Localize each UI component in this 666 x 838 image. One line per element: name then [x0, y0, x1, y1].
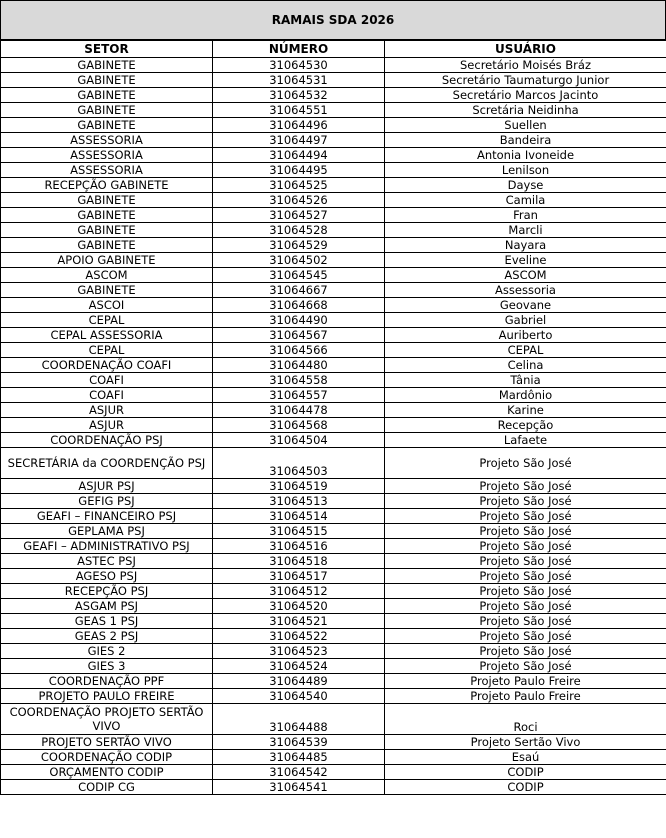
cell-setor: GEAS 1 PSJ [1, 614, 213, 629]
cell-usuario: Assessoria [385, 283, 666, 298]
cell-setor: AGESO PSJ [1, 569, 213, 584]
cell-usuario: Nayara [385, 238, 666, 253]
cell-setor: CEPAL ASSESSORIA [1, 328, 213, 343]
cell-setor: GEAFI – ADMINISTRATIVO PSJ [1, 539, 213, 554]
cell-usuario: Tânia [385, 373, 666, 388]
cell-numero: 31064495 [213, 163, 385, 178]
table-row [1, 118, 666, 133]
cell-usuario: Auriberto [385, 328, 666, 343]
cell-numero: 31064502 [213, 253, 385, 268]
cell-numero: 31064566 [213, 343, 385, 358]
cell-setor: COORDENAÇÃO PPF [1, 674, 213, 689]
table-row [1, 238, 666, 253]
cell-usuario: Dayse [385, 178, 666, 193]
cell-usuario: Projeto São José [385, 599, 666, 614]
cell-setor: RECEPÇÃO PSJ [1, 584, 213, 599]
cell-setor: COORDENAÇÃO COAFI [1, 358, 213, 373]
cell-numero: 31064527 [213, 208, 385, 223]
cell-numero: 31064542 [213, 765, 385, 780]
sheet-title: RAMAIS SDA 2026 [0, 0, 666, 40]
cell-numero: 31064490 [213, 313, 385, 328]
cell-numero: 31064545 [213, 268, 385, 283]
cell-usuario: Scretária Neidinha [385, 103, 666, 118]
table-row [1, 433, 666, 448]
cell-numero: 31064512 [213, 584, 385, 599]
cell-setor: ASTEC PSJ [1, 554, 213, 569]
table-row [1, 448, 666, 479]
cell-usuario: Projeto Paulo Freire [385, 689, 666, 704]
table-row [1, 584, 666, 599]
cell-numero: 31064485 [213, 750, 385, 765]
cell-usuario: Projeto São José [385, 509, 666, 524]
table-row [1, 750, 666, 765]
cell-setor: GABINETE [1, 223, 213, 238]
cell-setor: GABINETE [1, 193, 213, 208]
cell-usuario: Projeto São José [385, 659, 666, 674]
cell-numero: 31064516 [213, 539, 385, 554]
table-row [1, 283, 666, 298]
table-row [1, 328, 666, 343]
cell-setor: ASJUR [1, 418, 213, 433]
cell-numero: 31064480 [213, 358, 385, 373]
cell-usuario: Secretário Moisés Bráz [385, 58, 666, 73]
cell-usuario: Eveline [385, 253, 666, 268]
cell-usuario: Projeto Paulo Freire [385, 674, 666, 689]
cell-setor: CEPAL [1, 343, 213, 358]
cell-numero: 31064497 [213, 133, 385, 148]
cell-numero: 31064522 [213, 629, 385, 644]
table-row [1, 313, 666, 328]
cell-numero: 31064494 [213, 148, 385, 163]
cell-setor: GEFIG PSJ [1, 494, 213, 509]
cell-setor: ASSESSORIA [1, 148, 213, 163]
cell-usuario: Geovane [385, 298, 666, 313]
cell-usuario: Esaú [385, 750, 666, 765]
header-setor: SETOR [1, 41, 213, 58]
table-body [1, 58, 666, 795]
cell-usuario: Projeto Sertão Vivo [385, 735, 666, 750]
cell-usuario: Gabriel [385, 313, 666, 328]
table-row [1, 103, 666, 118]
cell-setor: ASSESSORIA [1, 163, 213, 178]
table-row [1, 704, 666, 735]
cell-setor: COORDENAÇÃO PROJETO SERTÃO VIVO [1, 704, 213, 735]
cell-usuario: Lenilson [385, 163, 666, 178]
cell-numero: 31064540 [213, 689, 385, 704]
cell-numero: 31064530 [213, 58, 385, 73]
cell-usuario: Projeto São José [385, 614, 666, 629]
cell-numero: 31064488 [213, 704, 385, 735]
table-row [1, 735, 666, 750]
table-row [1, 644, 666, 659]
cell-numero: 31064513 [213, 494, 385, 509]
table-row [1, 223, 666, 238]
cell-usuario: Antonia Ivoneide [385, 148, 666, 163]
table-row [1, 133, 666, 148]
cell-usuario: Projeto São José [385, 644, 666, 659]
table-row [1, 494, 666, 509]
table-row [1, 599, 666, 614]
header-numero: NÚMERO [213, 41, 385, 58]
cell-numero: 31064515 [213, 524, 385, 539]
cell-usuario: Karine [385, 403, 666, 418]
cell-setor: GABINETE [1, 88, 213, 103]
cell-setor: COORDENAÇÃO PSJ [1, 433, 213, 448]
table-row [1, 58, 666, 73]
cell-usuario: Recepção [385, 418, 666, 433]
cell-setor: ASSESSORIA [1, 133, 213, 148]
cell-setor: SECRETÁRIA da COORDENÇÃO PSJ [1, 448, 213, 479]
cell-setor: COAFI [1, 388, 213, 403]
table-row [1, 614, 666, 629]
cell-numero: 31064503 [213, 448, 385, 479]
cell-numero: 31064514 [213, 509, 385, 524]
table-row [1, 765, 666, 780]
cell-numero: 31064504 [213, 433, 385, 448]
cell-numero: 31064668 [213, 298, 385, 313]
cell-numero: 31064526 [213, 193, 385, 208]
cell-setor: GABINETE [1, 103, 213, 118]
cell-setor: GABINETE [1, 238, 213, 253]
cell-numero: 31064557 [213, 388, 385, 403]
cell-usuario: Suellen [385, 118, 666, 133]
cell-numero: 31064517 [213, 569, 385, 584]
table-row [1, 208, 666, 223]
table-row [1, 178, 666, 193]
cell-usuario: Projeto São José [385, 629, 666, 644]
cell-usuario: ASCOM [385, 268, 666, 283]
cell-setor: APOIO GABINETE [1, 253, 213, 268]
cell-numero: 31064531 [213, 73, 385, 88]
cell-numero: 31064521 [213, 614, 385, 629]
cell-setor: ORÇAMENTO CODIP [1, 765, 213, 780]
cell-usuario: Projeto São José [385, 524, 666, 539]
table-row [1, 388, 666, 403]
cell-usuario: Marcli [385, 223, 666, 238]
cell-usuario: Lafaete [385, 433, 666, 448]
cell-usuario: Secretário Taumaturgo Junior [385, 73, 666, 88]
table-row [1, 163, 666, 178]
cell-usuario: CODIP [385, 765, 666, 780]
cell-setor: GEAS 2 PSJ [1, 629, 213, 644]
cell-setor: ASGAM PSJ [1, 599, 213, 614]
table-row [1, 539, 666, 554]
cell-setor: COAFI [1, 373, 213, 388]
cell-usuario: Roci [385, 704, 666, 735]
cell-numero: 31064520 [213, 599, 385, 614]
header-row [1, 41, 666, 58]
cell-setor: GIES 2 [1, 644, 213, 659]
table-row [1, 148, 666, 163]
header-usuario: USUÁRIO [385, 41, 666, 58]
cell-usuario: Projeto São José [385, 448, 666, 479]
cell-numero: 31064523 [213, 644, 385, 659]
cell-numero: 31064667 [213, 283, 385, 298]
cell-setor: GABINETE [1, 58, 213, 73]
table-row [1, 193, 666, 208]
cell-numero: 31064532 [213, 88, 385, 103]
cell-usuario: Projeto São José [385, 569, 666, 584]
cell-numero: 31064541 [213, 780, 385, 795]
table-row [1, 298, 666, 313]
cell-usuario: Projeto São José [385, 494, 666, 509]
cell-numero: 31064568 [213, 418, 385, 433]
cell-setor: GABINETE [1, 283, 213, 298]
cell-usuario: Camila [385, 193, 666, 208]
cell-numero: 31064496 [213, 118, 385, 133]
cell-numero: 31064558 [213, 373, 385, 388]
cell-numero: 31064478 [213, 403, 385, 418]
cell-setor: GABINETE [1, 73, 213, 88]
cell-usuario: Projeto São José [385, 539, 666, 554]
cell-usuario: Projeto São José [385, 479, 666, 494]
cell-usuario: Projeto São José [385, 584, 666, 599]
cell-numero: 31064551 [213, 103, 385, 118]
cell-usuario: CEPAL [385, 343, 666, 358]
cell-numero: 31064539 [213, 735, 385, 750]
cell-setor: CODIP CG [1, 780, 213, 795]
cell-setor: GEAFI – FINANCEIRO PSJ [1, 509, 213, 524]
table-row [1, 73, 666, 88]
cell-setor: CEPAL [1, 313, 213, 328]
cell-setor: GABINETE [1, 118, 213, 133]
cell-setor: ASJUR PSJ [1, 479, 213, 494]
table-row [1, 674, 666, 689]
cell-setor: ASCOM [1, 268, 213, 283]
table-row [1, 253, 666, 268]
cell-numero: 31064529 [213, 238, 385, 253]
table-row [1, 373, 666, 388]
table-row [1, 88, 666, 103]
cell-setor: COORDENAÇÃO CODIP [1, 750, 213, 765]
phone-extension-table [0, 40, 666, 795]
cell-numero: 31064525 [213, 178, 385, 193]
cell-usuario: Projeto São José [385, 554, 666, 569]
table-row [1, 629, 666, 644]
cell-usuario: Fran [385, 208, 666, 223]
cell-usuario: Bandeira [385, 133, 666, 148]
cell-setor: PROJETO SERTÃO VIVO [1, 735, 213, 750]
cell-usuario: Secretário Marcos Jacinto [385, 88, 666, 103]
cell-numero: 31064528 [213, 223, 385, 238]
cell-usuario: Mardônio [385, 388, 666, 403]
cell-numero: 31064519 [213, 479, 385, 494]
cell-setor: ASJUR [1, 403, 213, 418]
cell-setor: GIES 3 [1, 659, 213, 674]
cell-setor: PROJETO PAULO FREIRE [1, 689, 213, 704]
table-row [1, 509, 666, 524]
table-row [1, 689, 666, 704]
table-row [1, 569, 666, 584]
table-row [1, 268, 666, 283]
cell-setor: ASCOI [1, 298, 213, 313]
table-row [1, 418, 666, 433]
table-row [1, 403, 666, 418]
table-row [1, 780, 666, 795]
cell-setor: RECEPÇÃO GABINETE [1, 178, 213, 193]
table-row [1, 479, 666, 494]
table-row [1, 659, 666, 674]
cell-numero: 31064567 [213, 328, 385, 343]
cell-numero: 31064524 [213, 659, 385, 674]
table-row [1, 554, 666, 569]
table-row [1, 343, 666, 358]
table-row [1, 358, 666, 373]
table-row [1, 524, 666, 539]
cell-numero: 31064489 [213, 674, 385, 689]
cell-setor: GABINETE [1, 208, 213, 223]
cell-numero: 31064518 [213, 554, 385, 569]
cell-usuario: CODIP [385, 780, 666, 795]
cell-setor: GEPLAMA PSJ [1, 524, 213, 539]
cell-usuario: Celina [385, 358, 666, 373]
